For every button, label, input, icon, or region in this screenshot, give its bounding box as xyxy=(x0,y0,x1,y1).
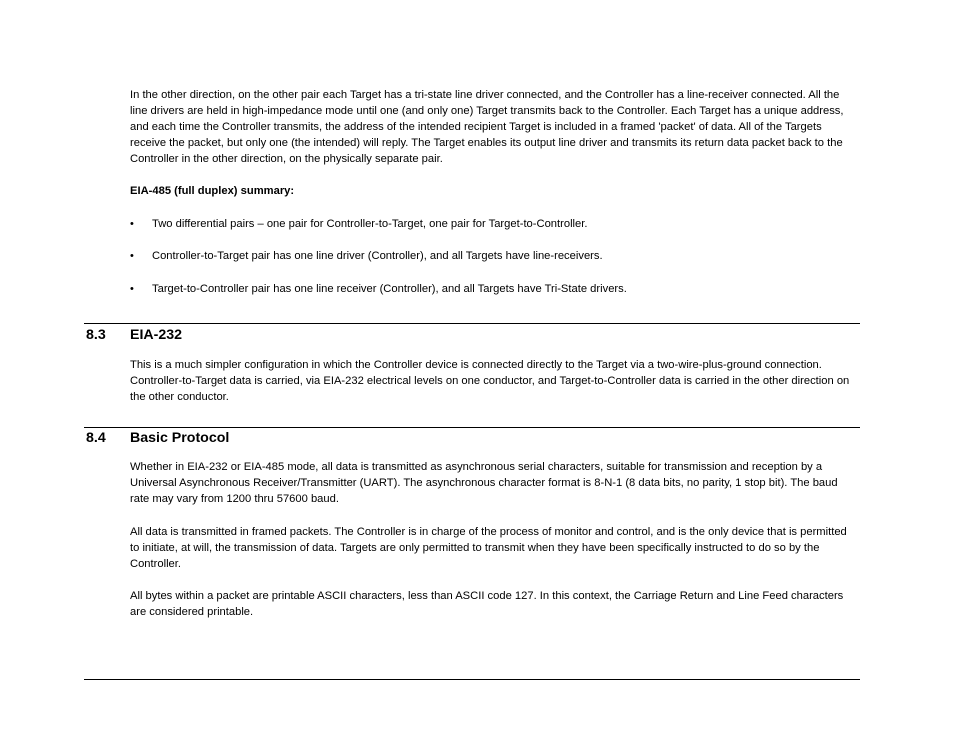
section-title: EIA-232 xyxy=(130,327,183,343)
intro-paragraph: In the other direction, on the other pair each Target has a tri-state line driver connected, and the Controller has a line-receiver connected. All the line drivers are held in high-impedance mode until one (and only one) Target transmits back to the Controller. Each Target has a unique address, and each time the Controller transmits, the address of the intended recipient Target is included in a framed 'packet' of data. All of the Targets receive the packet, but only one (the intended) will reply. The Target enables its output line driver and transmits its return data packet back to the Controller in the other direction, on the physically separate pair. xyxy=(130,89,844,165)
section-divider xyxy=(84,323,860,324)
bullet-text: Target-to-Controller pair has one line receiver (Controller), and all Targets have Tri-State drivers. xyxy=(152,283,627,295)
bullet-icon: • xyxy=(130,218,134,230)
footer-divider xyxy=(84,679,860,680)
section-paragraph: Whether in EIA-232 or EIA-485 mode, all data is transmitted as asynchronous serial characters, suitable for transmission and reception by a Universal Asynchronous Receiver/Transmitter (UART). The asynchronous character format is 8-N-1 (8 data bits, no parity, 1 stop bit). The baud rate may vary from 1200 thru 57600 baud. xyxy=(130,461,838,505)
section-paragraph: All bytes within a packet are printable ASCII characters, less than ASCII code 127. In this context, the Carriage Return and Line Feed characters are considered printable. xyxy=(130,590,844,618)
section-paragraph: All data is transmitted in framed packets. The Controller is in charge of the process of monitor and control, and is the only device that is permitted to initiate, at will, the transmission of data. Targets are only permitted to transmit when they have been specifically instructed to do so by the Controller. xyxy=(130,526,847,570)
bullet-text: Controller-to-Target pair has one line driver (Controller), and all Targets have line-receivers. xyxy=(152,250,603,262)
bullet-icon: • xyxy=(130,250,134,262)
section-title: Basic Protocol xyxy=(130,430,230,446)
section-number: 8.4 xyxy=(86,430,106,446)
bullet-text: Two differential pairs – one pair for Controller-to-Target, one pair for Target-to-Controller. xyxy=(152,218,588,230)
section-number: 8.3 xyxy=(86,327,106,343)
section-paragraph: This is a much simpler configuration in which the Controller device is connected directly to the Target via a two-wire-plus-ground connection. Controller-to-Target data is carried, via EIA-232 electrical levels on one conductor, and Target-to-Controller data is carried in the other direction on the other conductor. xyxy=(130,359,850,403)
section-divider xyxy=(84,427,860,428)
summary-label: EIA-485 (full duplex) summary: xyxy=(130,185,295,197)
bullet-icon: • xyxy=(130,283,134,295)
